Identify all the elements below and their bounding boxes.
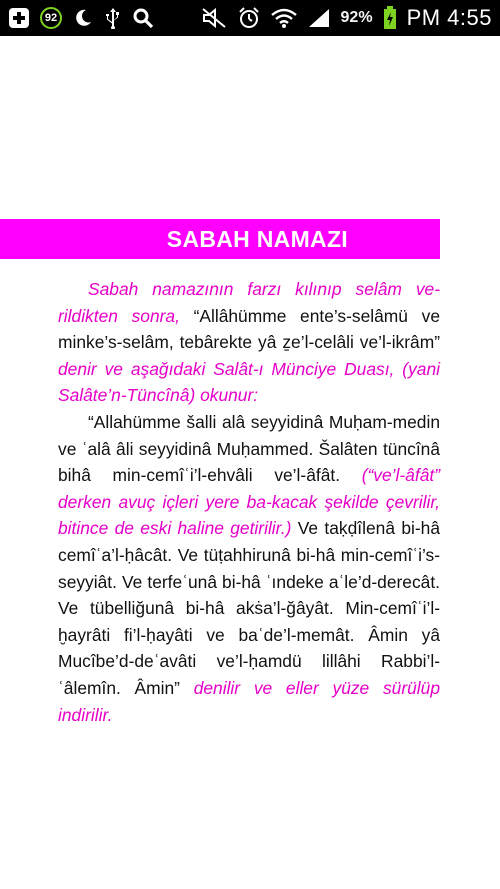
search-icon[interactable] [132, 6, 154, 30]
status-left [8, 6, 154, 30]
instruction-text: (“ve’l-âfât” derken avuç içleri yere ba-kacak şekilde çevrilir, bitince de eski haline getirilir.) [58, 465, 440, 539]
mute-icon [201, 6, 227, 30]
clock: PM 4:55 [406, 5, 492, 30]
status-bar [0, 0, 500, 36]
signal-icon [307, 6, 331, 30]
prayer-text-segment: “Allahümme šalli alâ seyyidinâ Muḥam-medin ve ʿalâ âli seyyidinâ Muḥammed. Šalâten tüncînâ bihâ min-cemîʿi’l-ehvâli ve’l-âfât. [58, 411, 440, 486]
section-header [0, 219, 440, 259]
usb-icon[interactable] [104, 6, 122, 30]
prayer-text-segment: Ve taḳḍîlenâ bi-hâ cemîʿa’l-ḥâcât. Ve tüṭahhirunâ bi-hâ min-cemîʿi’s-seyyiât. Ve terfeʿunâ bi-hâ ʿındeke aʿle’d-derecât. Ve tübelliğunâ bi-hâ akṡa’l-ğâyât. Min-cemîʿi’l-ḫayrâti fi’l-ḥayâti ve baʿde’l-memât. Âmin yâ Mucîbe’d-deʿavâti ve’l-ḥamdü lillâhi Rabbi’l-ʿâlemîn. Âmin” [58, 518, 440, 698]
notification-badge: 92 [40, 7, 62, 29]
instruction-text: denilir ve eller yüze sürülüp indirilir. [58, 677, 440, 725]
prayer-text [58, 276, 440, 728]
paragraph-intro [58, 276, 440, 409]
moon-icon[interactable] [72, 6, 94, 30]
battery-percentage: 92% [340, 9, 373, 26]
status-right [201, 5, 492, 31]
add-icon[interactable] [8, 6, 30, 30]
badge-92-icon[interactable] [40, 6, 62, 30]
page-title: SABAH NAMAZI [166, 225, 348, 252]
wifi-icon [271, 6, 297, 30]
alarm-icon [237, 6, 261, 30]
battery-icon [383, 6, 397, 30]
prayer-text-segment: “Allâhümme ente’s-selâmü ve minke’s-selâm, tebârekte yâ ẕe’l-celâli ve’l-ikrâm” [58, 305, 440, 353]
paragraph-prayer [58, 409, 440, 728]
instruction-text: denir ve aşağıdaki Salât-ı Münciye Duası, (yani Salâte’n-Tüncînâ) okunur: [58, 358, 440, 406]
instruction-text: Sabah namazının farzı kılınıp selâm ve-rildikten sonra, [58, 279, 440, 326]
